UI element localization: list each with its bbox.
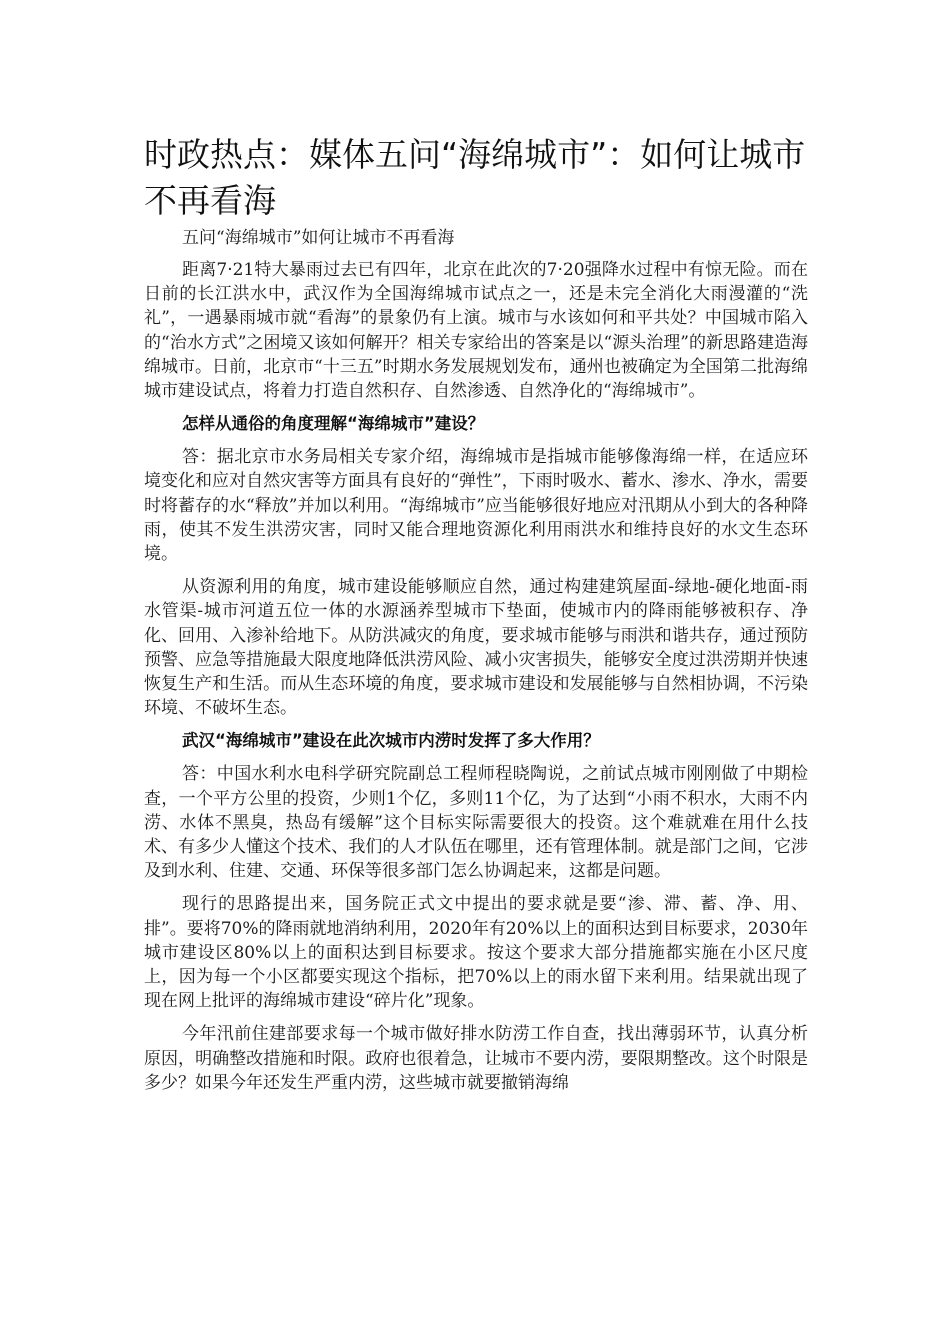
question-heading-2: 武汉“海绵城市”建设在此次城市内涝时发挥了多大作用？ bbox=[182, 731, 600, 751]
answer-1-paragraph-2: 从资源利用的角度，城市建设能够顺应自然，通过构建建筑屋面-绿地-硬化地面-雨水管渠-城市河道五位一体的水源涵养型城市下垫面，使城市内的降雨能够被积存、净化、回用、入渗补给地下。从防洪减灾的角度，要求城市能够与雨洪和谐共存，通过预防预警、应急等措施最大限度地降低洪涝风险、减小灾害损失，能够安全度过洪涝期并快速恢复生产和生活。而从生态环境的角度，要求城市建设和发展能够与自然相协调，不污染环境、不破坏生态。 bbox=[144, 577, 808, 719]
answer-1-paragraph-1: 答：据北京市水务局相关专家介绍，海绵城市是指城市能够像海绵一样，在适应环境变化和应对自然灾害等方面具有良好的“弹性”，下雨时吸水、蓄水、渗水、净水，需要时将蓄存的水“释放”并加以利用。“海绵城市”应当能够很好地应对汛期从小到大的各种降雨，使其不发生洪涝灾害，同时又能合理地资源化利用雨洪水和维持良好的水文生态环境。 bbox=[144, 447, 808, 565]
article-body bbox=[144, 132, 808, 1104]
question-heading-1: 怎样从通俗的角度理解“海绵城市”建设？ bbox=[182, 414, 485, 434]
article-subtitle: 五问“海绵城市”如何让城市不再看海 bbox=[182, 228, 455, 248]
answer-2-paragraph-3: 今年汛前住建部要求每一个城市做好排水防涝工作自查，找出薄弱环节，认真分析原因，明确整改措施和时限。政府也很着急，让城市不要内涝，要限期整改。这个时限是多少？如果今年还发生严重内涝，这些城市就要撤销海绵 bbox=[144, 1024, 808, 1093]
article-title: 时政热点：媒体五问“海绵城市”：如何让城市不再看海 bbox=[144, 135, 806, 220]
answer-2-paragraph-2: 现行的思路提出来，国务院正式文中提出的要求就是要“渗、滞、蓄、净、用、排”。要将70%的降雨就地消纳利用，2020年有20%以上的面积达到目标要求，2030年城市建设区80%以上的面积达到目标要求。按这个要求大部分措施都实施在小区尺度上，因为每一个小区都要实现这个指标，把70%以上的雨水留下来利用。结果就出现了现在网上批评的海绵城市建设“碎片化”现象。 bbox=[144, 894, 808, 1012]
answer-2-paragraph-1: 答：中国水利水电科学研究院副总工程师程晓陶说，之前试点城市刚刚做了中期检查，一个平方公里的投资，少则1个亿，多则11个亿，为了达到“小雨不积水，大雨不内涝、水体不黑臭，热岛有缓解”这个目标实际需要很大的投资。这个难就难在用什么技术、有多少人懂这个技术、我们的人才队伍在哪里，还有管理体制。就是部门之间，它涉及到水利、住建、交通、环保等很多部门怎么协调起来，这都是问题。 bbox=[144, 764, 808, 882]
intro-paragraph: 距离7·21特大暴雨过去已有四年，北京在此次的7·20强降水过程中有惊无险。而在日前的长江洪水中，武汉作为全国海绵城市试点之一，还是未完全消化大雨漫灌的“洗礼”，一遇暴雨城市就“看海”的景象仍有上演。城市与水该如何和平共处？中国城市陷入的“治水方式”之困境又该如何解开？相关专家给出的答案是以“源头治理”的新思路建造海绵城市。日前，北京市“十三五”时期水务发展规划发布，通州也被确定为全国第二批海绵城市建设试点，将着力打造自然积存、自然渗透、自然净化的“海绵城市”。 bbox=[144, 260, 808, 402]
